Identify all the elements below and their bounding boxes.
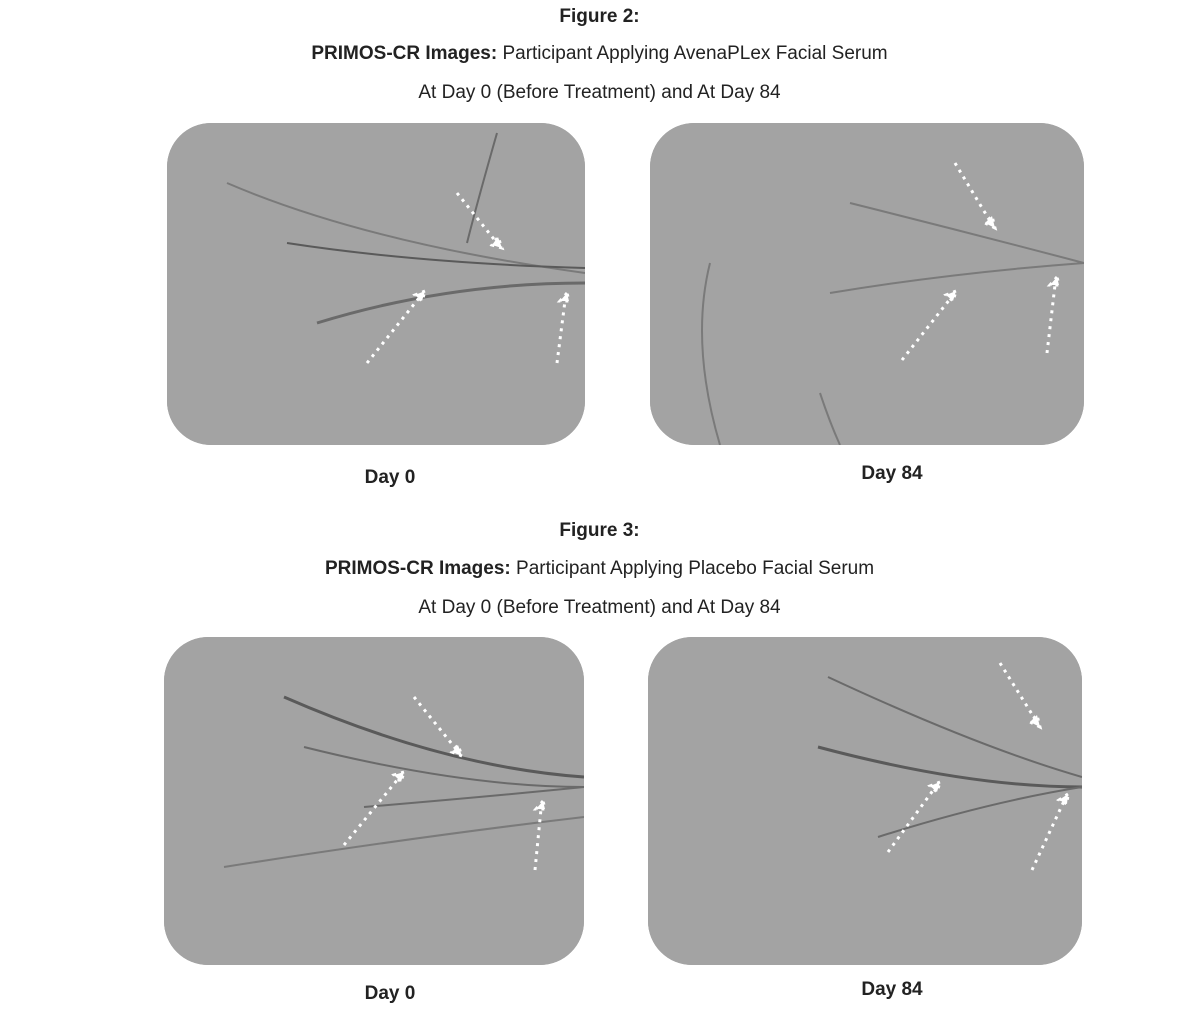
figure3-subtitle [0, 557, 1199, 581]
figure3-timing: At Day 0 (Before Treatment) and At Day 84 [418, 597, 781, 618]
figure3-day84-caption: Day 84 [861, 979, 923, 1000]
figure2-day0-image [167, 123, 585, 445]
figure2-day0-caption: Day 0 [364, 467, 416, 488]
figure2-timing: At Day 0 (Before Treatment) and At Day 84 [418, 82, 781, 103]
figure3-day84-image [648, 637, 1082, 965]
figure3-subtitle-text: Participant Applying Placebo Facial Serum [510, 558, 875, 579]
figure3-day0-caption: Day 0 [364, 983, 416, 1004]
figure2-subtitle-label: PRIMOS-CR Images: [311, 43, 498, 64]
figure3-title: Figure 3: [559, 520, 640, 541]
figure2-subtitle [0, 42, 1199, 66]
figure2-day84-image [650, 123, 1084, 445]
figure2-day84-caption: Day 84 [861, 463, 923, 484]
figure3-subtitle-label: PRIMOS-CR Images: [324, 558, 511, 579]
figure2-title: Figure 2: [559, 6, 640, 27]
figure3-day0-image [164, 637, 584, 965]
figure2-subtitle-text: Participant Applying AvenaPLex Facial Serum [497, 43, 888, 64]
